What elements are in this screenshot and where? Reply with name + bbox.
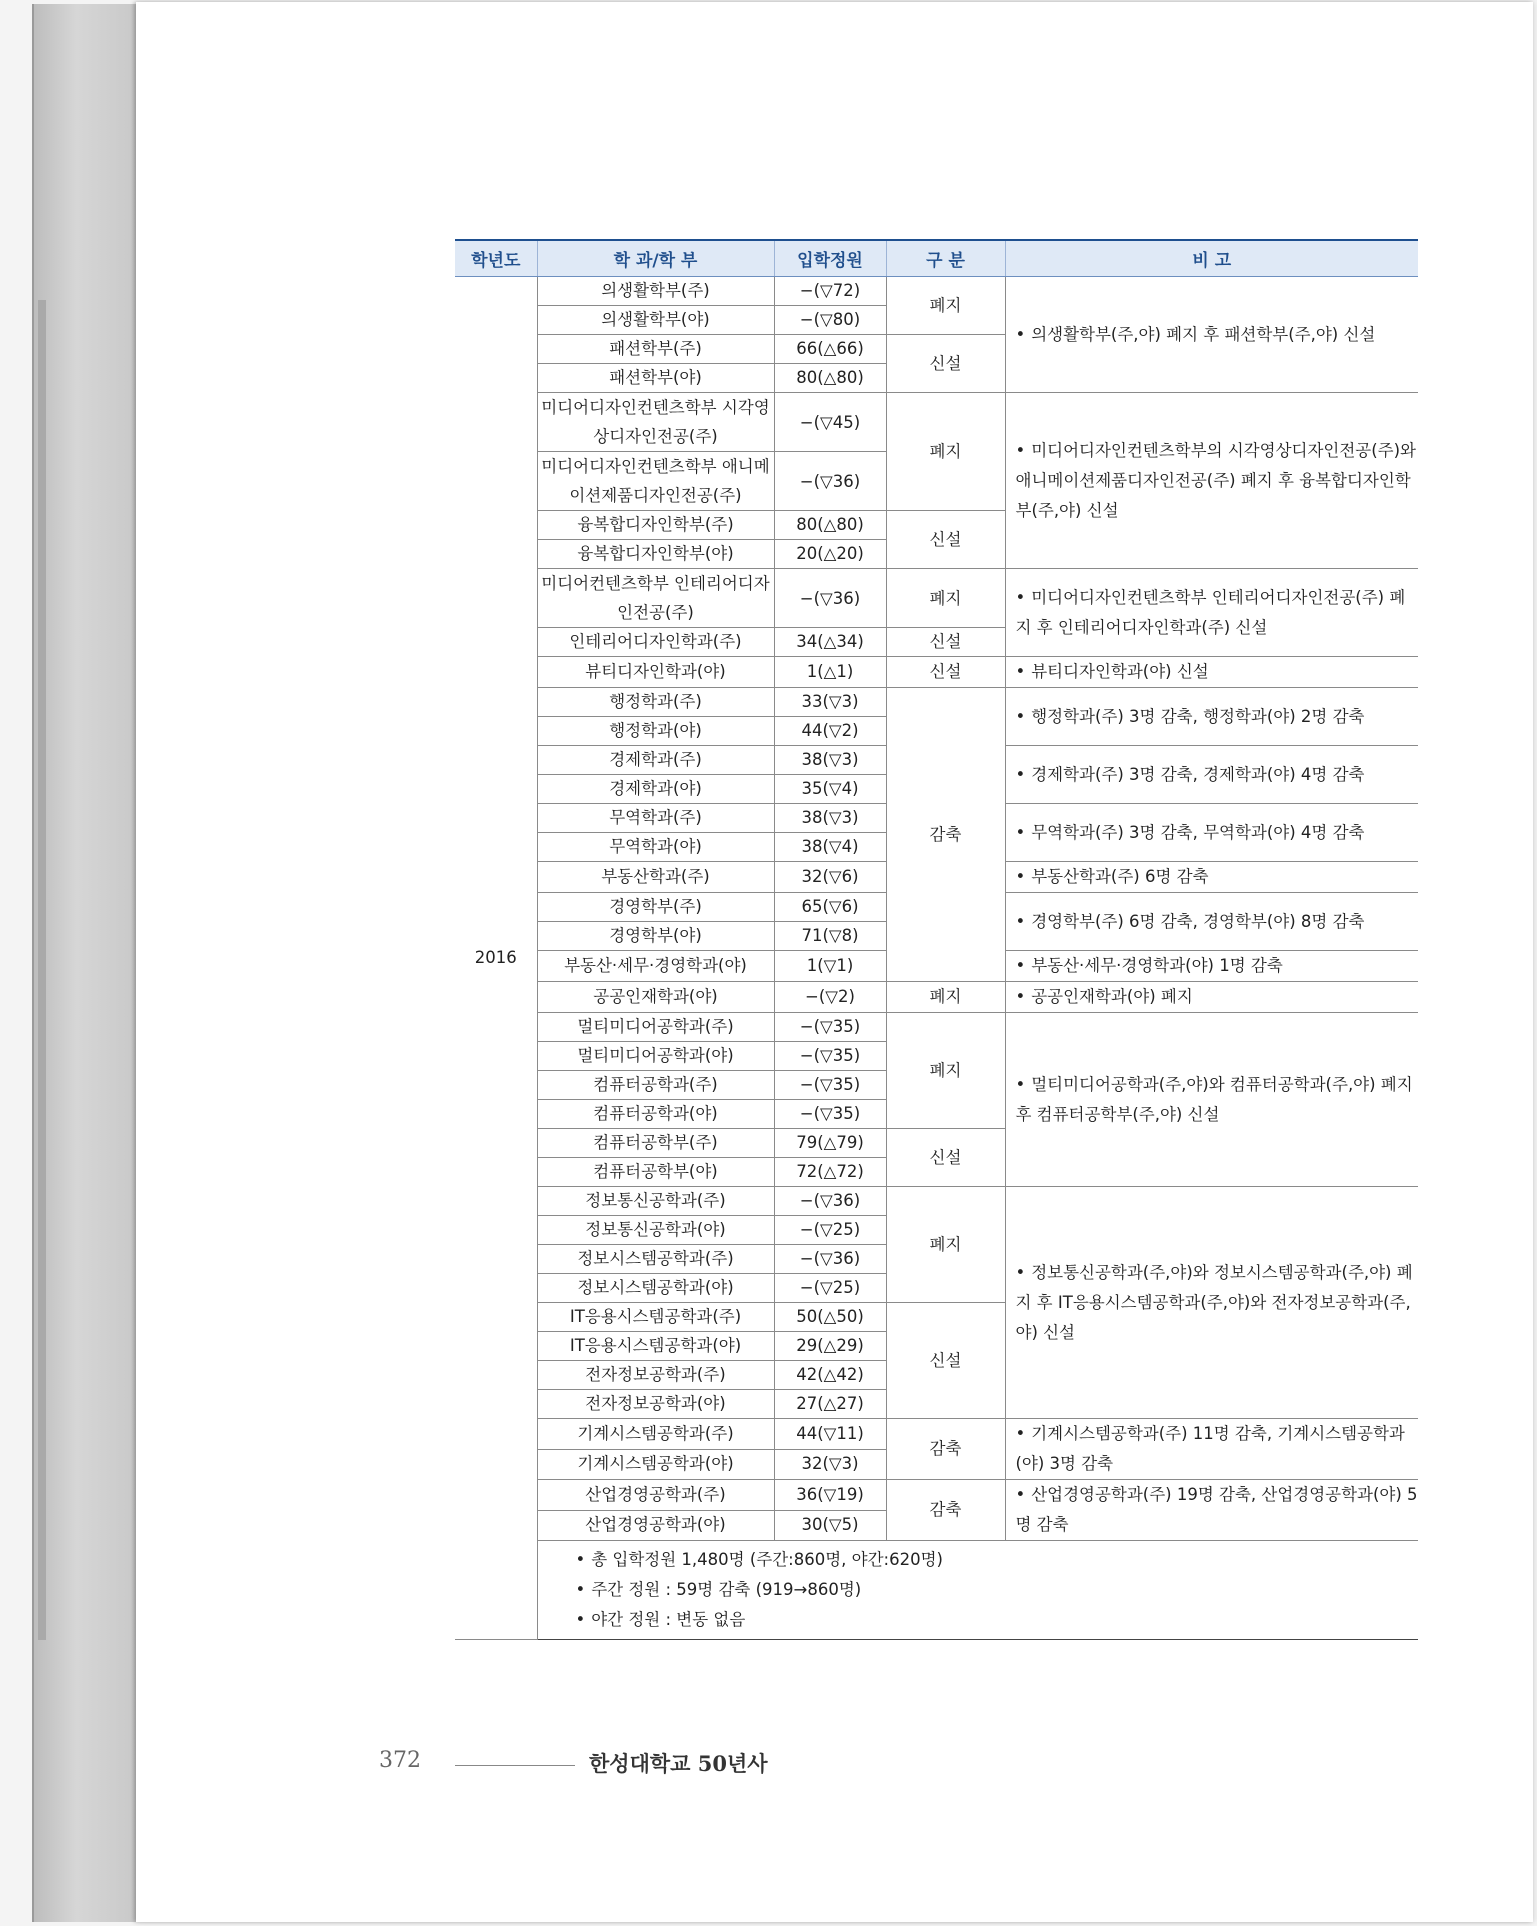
dept-cell: 산업경영공학과(야) [537, 1510, 774, 1541]
dept-cell: 공공인재학과(야) [537, 982, 774, 1013]
quota-cell: 44(▽2) [774, 717, 886, 746]
note-text: 부동산·세무·경영학과(야) 1명 감축 [1031, 956, 1283, 975]
quota-cell: 79(△79) [774, 1129, 886, 1158]
type-cell: 신설 [886, 511, 1005, 569]
dept-cell: 정보통신공학과(주) [537, 1187, 774, 1216]
note-cell [1005, 893, 1418, 951]
table-header-row [455, 240, 1418, 277]
note-cell [1005, 862, 1418, 893]
note-cell [1005, 1480, 1418, 1541]
bullet-icon: • [1015, 662, 1026, 681]
dept-cell: 패션학부(야) [537, 364, 774, 393]
admission-quota-table [455, 239, 1418, 1640]
quota-cell: −(▽72) [774, 277, 886, 306]
quota-cell: 42(△42) [774, 1361, 886, 1390]
quota-cell: 30(▽5) [774, 1510, 886, 1541]
bullet-icon: • [1015, 1074, 1026, 1094]
note-text: 정보통신공학과(주,야)와 정보시스템공학과(주,야) 폐지 후 IT응용시스템공학과(주,야)와 전자정보공학과(주,야) 신설 [1015, 1262, 1413, 1342]
summary-cell [537, 1541, 1418, 1640]
dept-cell: 미디어컨텐츠학부 인테리어디자인전공(주) [537, 569, 774, 628]
note-cell [1005, 657, 1418, 688]
quota-cell: −(▽35) [774, 1042, 886, 1071]
table-row [455, 1480, 1418, 1511]
note-cell [1005, 1013, 1418, 1187]
dept-cell: 멀티미디어공학과(주) [537, 1013, 774, 1042]
bullet-icon: • [1015, 764, 1026, 784]
bullet-icon: • [575, 1550, 586, 1569]
type-cell: 신설 [886, 335, 1005, 393]
quota-cell: 1(△1) [774, 657, 886, 688]
dept-cell: 의생활학부(야) [537, 306, 774, 335]
quota-cell: 80(△80) [774, 511, 886, 540]
quota-cell: 36(▽19) [774, 1480, 886, 1511]
table-row [455, 277, 1418, 306]
dept-cell: 정보시스템공학과(주) [537, 1245, 774, 1274]
quota-cell: 29(△29) [774, 1332, 886, 1361]
type-cell: 신설 [886, 628, 1005, 657]
bullet-icon: • [1015, 956, 1026, 975]
note-cell [1005, 982, 1418, 1013]
quota-cell: 34(△34) [774, 628, 886, 657]
dept-cell: 컴퓨터공학과(야) [537, 1100, 774, 1129]
dept-cell: 컴퓨터공학과(주) [537, 1071, 774, 1100]
dept-cell: 의생활학부(주) [537, 277, 774, 306]
dept-cell: 경영학부(야) [537, 922, 774, 951]
note-text: 미디어디자인컨텐츠학부의 시각영상디자인전공(주)와 애니메이션제품디자인전공(주) 폐지 후 융복합디자인학부(주,야) 신설 [1015, 440, 1416, 520]
note-text: 부동산학과(주) 6명 감축 [1031, 867, 1209, 886]
quota-cell: 38(▽3) [774, 804, 886, 833]
dept-cell: 뷰티디자인학과(야) [537, 657, 774, 688]
quota-cell: 80(△80) [774, 364, 886, 393]
dept-cell: 무역학과(야) [537, 833, 774, 862]
note-text: 뷰티디자인학과(야) 신설 [1031, 662, 1209, 681]
dept-cell: 패션학부(주) [537, 335, 774, 364]
note-cell [1005, 1187, 1418, 1419]
book-page [136, 2, 1533, 1922]
dept-cell: 컴퓨터공학부(야) [537, 1158, 774, 1187]
header-dept: 학 과/학 부 [537, 240, 774, 277]
bullet-icon: • [1015, 822, 1026, 842]
summary-row [455, 1541, 1418, 1640]
table-row [455, 1419, 1418, 1450]
note-text: 산업경영공학과(주) 19명 감축, 산업경영공학과(야) 5명 감축 [1015, 1485, 1418, 1534]
note-cell [1005, 277, 1418, 393]
header-quota: 입학정원 [774, 240, 886, 277]
type-cell: 폐지 [886, 982, 1005, 1013]
dept-cell: 융복합디자인학부(야) [537, 540, 774, 569]
dept-cell: 경제학과(야) [537, 775, 774, 804]
footer-divider [455, 1765, 575, 1766]
quota-cell: 32(▽3) [774, 1449, 886, 1480]
quota-cell: −(▽2) [774, 982, 886, 1013]
quota-cell: −(▽36) [774, 452, 886, 511]
header-type: 구 분 [886, 240, 1005, 277]
bullet-icon: • [1015, 324, 1026, 344]
note-text: 의생활학부(주,야) 폐지 후 패션학부(주,야) 신설 [1031, 324, 1376, 344]
type-cell: 신설 [886, 657, 1005, 688]
dept-cell: IT응용시스템공학과(야) [537, 1332, 774, 1361]
intake-table-wrap [455, 239, 1418, 1640]
bullet-icon: • [1015, 1424, 1026, 1443]
quota-cell: 71(▽8) [774, 922, 886, 951]
dept-cell: 산업경영공학과(주) [537, 1480, 774, 1511]
note-text: 무역학과(주) 3명 감축, 무역학과(야) 4명 감축 [1031, 822, 1365, 842]
note-text: 미디어디자인컨텐츠학부 인테리어디자인전공(주) 폐지 후 인테리어디자인학과(주) 신설 [1015, 587, 1406, 637]
quota-cell: −(▽36) [774, 569, 886, 628]
note-cell [1005, 746, 1418, 804]
quota-cell: 20(△20) [774, 540, 886, 569]
table-row [455, 982, 1418, 1013]
note-cell [1005, 951, 1418, 982]
note-text: 공공인재학과(야) 폐지 [1031, 987, 1193, 1006]
note-cell [1005, 1419, 1418, 1480]
book-title: 한성대학교 50년사 [589, 1751, 768, 1776]
book-spine-shadow [38, 300, 46, 1640]
type-cell: 감축 [886, 1480, 1005, 1541]
dept-cell: 정보시스템공학과(야) [537, 1274, 774, 1303]
type-cell: 폐지 [886, 1187, 1005, 1303]
table-row [455, 657, 1418, 688]
quota-cell: 44(▽11) [774, 1419, 886, 1450]
summary-text: 총 입학정원 1,480명 (주간:860명, 야간:620명) [591, 1550, 943, 1569]
dept-cell: 전자정보공학과(주) [537, 1361, 774, 1390]
quota-cell: 72(△72) [774, 1158, 886, 1187]
dept-cell: 경영학부(주) [537, 893, 774, 922]
note-cell [1005, 393, 1418, 569]
bullet-icon: • [1015, 706, 1026, 726]
bullet-icon: • [575, 1610, 586, 1629]
dept-cell: 미디어디자인컨텐츠학부 시각영상디자인전공(주) [537, 393, 774, 452]
summary-line [576, 1545, 1419, 1575]
quota-cell: 1(▽1) [774, 951, 886, 982]
quota-cell: −(▽36) [774, 1245, 886, 1274]
note-text: 경영학부(주) 6명 감축, 경영학부(야) 8명 감축 [1031, 911, 1365, 931]
quota-cell: 38(▽4) [774, 833, 886, 862]
year-cell: 2016 [455, 277, 537, 1640]
note-text: 행정학과(주) 3명 감축, 행정학과(야) 2명 감축 [1031, 706, 1365, 726]
bullet-icon: • [1015, 987, 1026, 1006]
type-cell: 신설 [886, 1303, 1005, 1419]
dept-cell: 멀티미디어공학과(야) [537, 1042, 774, 1071]
table-row [455, 393, 1418, 452]
quota-cell: −(▽25) [774, 1274, 886, 1303]
bullet-icon: • [1015, 867, 1026, 886]
dept-cell: 행정학과(야) [537, 717, 774, 746]
dept-cell: 미디어디자인컨텐츠학부 애니메이션제품디자인전공(주) [537, 452, 774, 511]
page-number: 372 [379, 1748, 421, 1773]
table-row [455, 1187, 1418, 1216]
note-text: 기계시스템공학과(주) 11명 감축, 기계시스템공학과(야) 3명 감축 [1015, 1424, 1405, 1473]
quota-cell: 33(▽3) [774, 688, 886, 717]
table-row [455, 569, 1418, 628]
dept-cell: 인테리어디자인학과(주) [537, 628, 774, 657]
quota-cell: 32(▽6) [774, 862, 886, 893]
bullet-icon: • [1015, 1485, 1026, 1504]
type-cell: 감축 [886, 688, 1005, 982]
page-footer [379, 1748, 879, 1788]
bullet-icon: • [1015, 911, 1026, 931]
summary-text: 주간 정원 : 59명 감축 (919→860명) [591, 1580, 862, 1599]
type-cell: 감축 [886, 1419, 1005, 1480]
dept-cell: 정보통신공학과(야) [537, 1216, 774, 1245]
summary-line [576, 1575, 1419, 1605]
quota-cell: −(▽35) [774, 1013, 886, 1042]
type-cell: 신설 [886, 1129, 1005, 1187]
note-cell [1005, 804, 1418, 862]
dept-cell: 기계시스템공학과(주) [537, 1419, 774, 1450]
dept-cell: 전자정보공학과(야) [537, 1390, 774, 1419]
header-note: 비 고 [1005, 240, 1418, 277]
note-cell [1005, 569, 1418, 657]
dept-cell: 융복합디자인학부(주) [537, 511, 774, 540]
book-spine [32, 4, 140, 1922]
quota-cell: 66(△66) [774, 335, 886, 364]
quota-cell: 65(▽6) [774, 893, 886, 922]
dept-cell: 무역학과(주) [537, 804, 774, 833]
quota-cell: 50(△50) [774, 1303, 886, 1332]
summary-line [576, 1605, 1419, 1635]
bullet-icon: • [1015, 587, 1026, 607]
quota-cell: −(▽45) [774, 393, 886, 452]
summary-text: 야간 정원 : 변동 없음 [591, 1610, 746, 1629]
type-cell: 폐지 [886, 277, 1005, 335]
table-row [455, 1013, 1418, 1042]
dept-cell: 부동산학과(주) [537, 862, 774, 893]
quota-cell: −(▽35) [774, 1100, 886, 1129]
type-cell: 폐지 [886, 1013, 1005, 1129]
dept-cell: 기계시스템공학과(야) [537, 1449, 774, 1480]
quota-cell: 35(▽4) [774, 775, 886, 804]
type-cell: 폐지 [886, 569, 1005, 628]
quota-cell: 27(△27) [774, 1390, 886, 1419]
note-text: 멀티미디어공학과(주,야)와 컴퓨터공학과(주,야) 폐지 후 컴퓨터공학부(주,야) 신설 [1015, 1074, 1413, 1124]
bullet-icon: • [1015, 1262, 1026, 1282]
dept-cell: IT응용시스템공학과(주) [537, 1303, 774, 1332]
bullet-icon: • [1015, 440, 1026, 460]
quota-cell: −(▽80) [774, 306, 886, 335]
type-cell: 폐지 [886, 393, 1005, 511]
quota-cell: −(▽25) [774, 1216, 886, 1245]
quota-cell: −(▽35) [774, 1071, 886, 1100]
header-year: 학년도 [455, 240, 537, 277]
note-cell [1005, 688, 1418, 746]
dept-cell: 컴퓨터공학부(주) [537, 1129, 774, 1158]
dept-cell: 부동산·세무·경영학과(야) [537, 951, 774, 982]
quota-cell: −(▽36) [774, 1187, 886, 1216]
table-row [455, 688, 1418, 717]
quota-cell: 38(▽3) [774, 746, 886, 775]
note-text: 경제학과(주) 3명 감축, 경제학과(야) 4명 감축 [1031, 764, 1365, 784]
bullet-icon: • [575, 1580, 586, 1599]
dept-cell: 행정학과(주) [537, 688, 774, 717]
dept-cell: 경제학과(주) [537, 746, 774, 775]
